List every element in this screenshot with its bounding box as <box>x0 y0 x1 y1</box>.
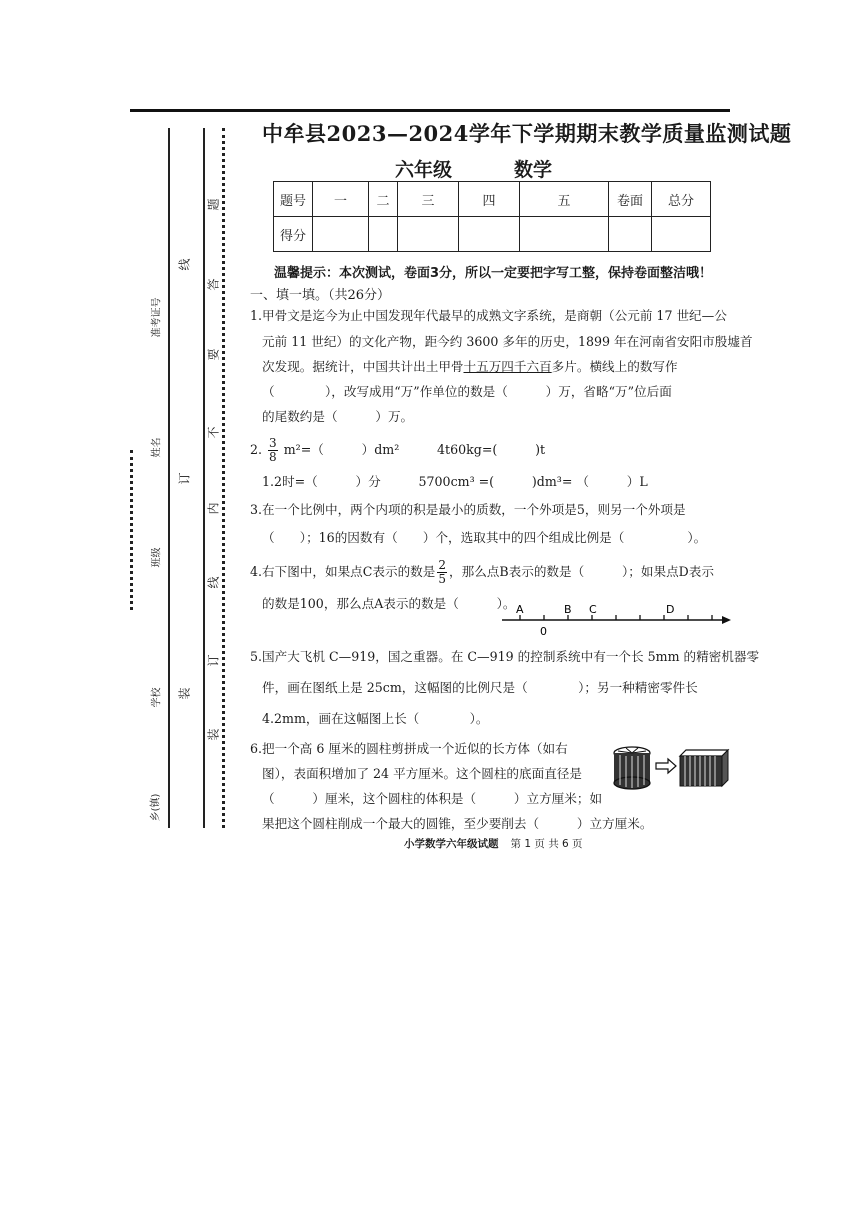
q6-line2: 图），表面积增加了 24 平方厘米。这个圆柱的底面直径是 <box>262 766 582 781</box>
cell-q2: 二 <box>369 182 398 217</box>
footer-title: 小学数学六年级试题 <box>404 838 499 850</box>
q2-line1 <box>250 434 545 465</box>
zero-label: 0 <box>540 625 547 638</box>
q1-underlined-number: 十五万四千六百 <box>463 359 552 374</box>
cuboid-icon <box>680 750 728 786</box>
binding-dotted-line <box>222 128 225 828</box>
binding-mark-pack: 装 <box>177 687 192 700</box>
field-exam-number: 准考证号 <box>151 297 163 338</box>
cell-question: 题号 <box>274 182 313 217</box>
q1-line1: 1.甲骨文是迄今为止中国发现年代最早的成熟文字系统，是商朝（公元前 17 世纪—公 <box>250 308 727 323</box>
subject-label: 数学 <box>514 159 553 181</box>
binding-mark-bind: 订 <box>177 472 192 485</box>
point-label-b: B <box>564 603 572 616</box>
cell-neatness: 卷面 <box>609 182 652 217</box>
warning-char-3: 要 <box>206 348 221 361</box>
warning-char-2: 答 <box>206 278 221 291</box>
score-box[interactable] <box>520 217 609 252</box>
section-title: 一、填一填。（共26分） <box>250 288 391 303</box>
cylinder-icon <box>614 747 650 789</box>
score-box[interactable] <box>459 217 520 252</box>
warning-char-1: 题 <box>206 198 221 211</box>
number-line-arrow <box>722 616 731 624</box>
top-rule <box>130 109 730 112</box>
page-footer <box>404 836 583 851</box>
cell-total: 总分 <box>652 182 711 217</box>
q4-line1 <box>250 556 714 587</box>
q4-fraction <box>437 559 447 586</box>
q2-frac-num: 3 <box>269 436 277 450</box>
tip-text: 温馨提示：本次测试，卷面3分，所以一定要把字写工整，保持卷面整洁哦！ <box>274 266 713 281</box>
q4-line1-b: ，那么点B表示的数是（ ）；如果点D表示 <box>449 564 714 579</box>
cell-q3: 三 <box>398 182 459 217</box>
q4-frac-den: 5 <box>438 572 447 586</box>
q5-line1: 5.国产大飞机 C—919，国之重器。在 C—919 的控制系统中有一个长 5mm 的精密机器零 <box>250 649 760 664</box>
grade-subject <box>395 155 552 182</box>
page-title: 中牟县2023—2024学年下学期期末教学质量监测试题 <box>262 121 792 146</box>
score-box[interactable] <box>313 217 369 252</box>
q4-line1-a: 4.右下图中，如果点C表示的数是 <box>250 564 436 579</box>
score-table-row-header <box>274 182 711 217</box>
cell-score-label: 得分 <box>274 217 313 252</box>
q3-line2: （ ）；16的因数有（ ）个，选取其中的四个组成比例是（ ）。 <box>262 530 707 545</box>
score-table <box>273 181 711 252</box>
q4-frac-num: 2 <box>438 558 447 572</box>
footer-page: 第 1 页 共 6 页 <box>510 838 583 850</box>
score-table-row-score <box>274 217 711 252</box>
q6-line1: 6.把一个高 6 厘米的圆柱剪拼成一个近似的长方体（如右 <box>250 741 568 756</box>
cell-q1: 一 <box>313 182 369 217</box>
field-town: 乡(镇) <box>150 793 162 822</box>
q2-line2: 1.2时=（ ）分 5700cm³ =( )dm³= （ ）L <box>262 474 648 489</box>
q6-line3: （ ）厘米，这个圆柱的体积是（ ）立方厘米；如 <box>262 791 603 806</box>
binding-dotted-outer <box>130 450 133 610</box>
number-line <box>500 598 732 640</box>
q1-line5: 的尾数约是（ ）万。 <box>262 409 414 424</box>
q4-line2: 的数是100，那么点A表示的数是（ ）。 <box>262 596 516 611</box>
q5-line2: 件，画在图纸上是 25cm，这幅图的比例尺是（ ）；另一种精密零件长 <box>262 680 698 695</box>
warning-char-8: 装 <box>206 728 221 741</box>
q5-line3: 4.2mm，画在这幅图上长（ ）。 <box>262 711 489 726</box>
q6-line4: 果把这个圆柱削成一个最大的圆锥，至少要削去（ ）立方厘米。 <box>262 816 653 831</box>
point-label-a: A <box>516 603 524 616</box>
field-class: 班级 <box>151 547 163 568</box>
q1-line3-b: 多片。横线上的数写作 <box>551 359 678 374</box>
score-box[interactable] <box>369 217 398 252</box>
q2-fraction <box>268 437 278 464</box>
warning-char-6: 线 <box>206 576 221 589</box>
warning-char-7: 订 <box>206 654 221 667</box>
binding-line-left <box>168 128 170 828</box>
score-box[interactable] <box>609 217 652 252</box>
grade-label: 六年级 <box>395 159 453 181</box>
q1-line2: 元前 11 世纪）的文化产物，距今约 3600 多年的历史，1899 年在河南省安阳市殷墟首 <box>262 334 753 349</box>
field-name: 姓名 <box>151 437 163 458</box>
field-school: 学校 <box>151 687 163 708</box>
warning-char-4: 不 <box>206 426 221 439</box>
score-box[interactable] <box>652 217 711 252</box>
point-label-c: C <box>589 603 597 616</box>
warning-char-5: 内 <box>206 502 221 515</box>
arrow-right-icon <box>656 759 676 773</box>
score-box[interactable] <box>398 217 459 252</box>
binding-line-right <box>203 128 205 828</box>
cylinder-diagram <box>612 744 730 790</box>
q2-frac-den: 8 <box>269 450 277 464</box>
q1-line3-a: 次发现。据统计，中国共计出土甲骨 <box>262 359 464 374</box>
q1-line4: （ ），改写成用“万”作单位的数是（ ）万，省略“万”位后面 <box>262 384 672 399</box>
q2-number: 2. <box>250 442 263 457</box>
cell-q4: 四 <box>459 182 520 217</box>
cell-q5: 五 <box>520 182 609 217</box>
binding-mark-line: 线 <box>177 258 192 271</box>
q3-line1: 3.在一个比例中，两个内项的积是最小的质数，一个外项是5，则另一个外项是 <box>250 502 686 517</box>
q2-line1-text: m²=（ ）dm² 4t60kg=( )t <box>283 442 546 457</box>
point-label-d: D <box>666 603 675 616</box>
